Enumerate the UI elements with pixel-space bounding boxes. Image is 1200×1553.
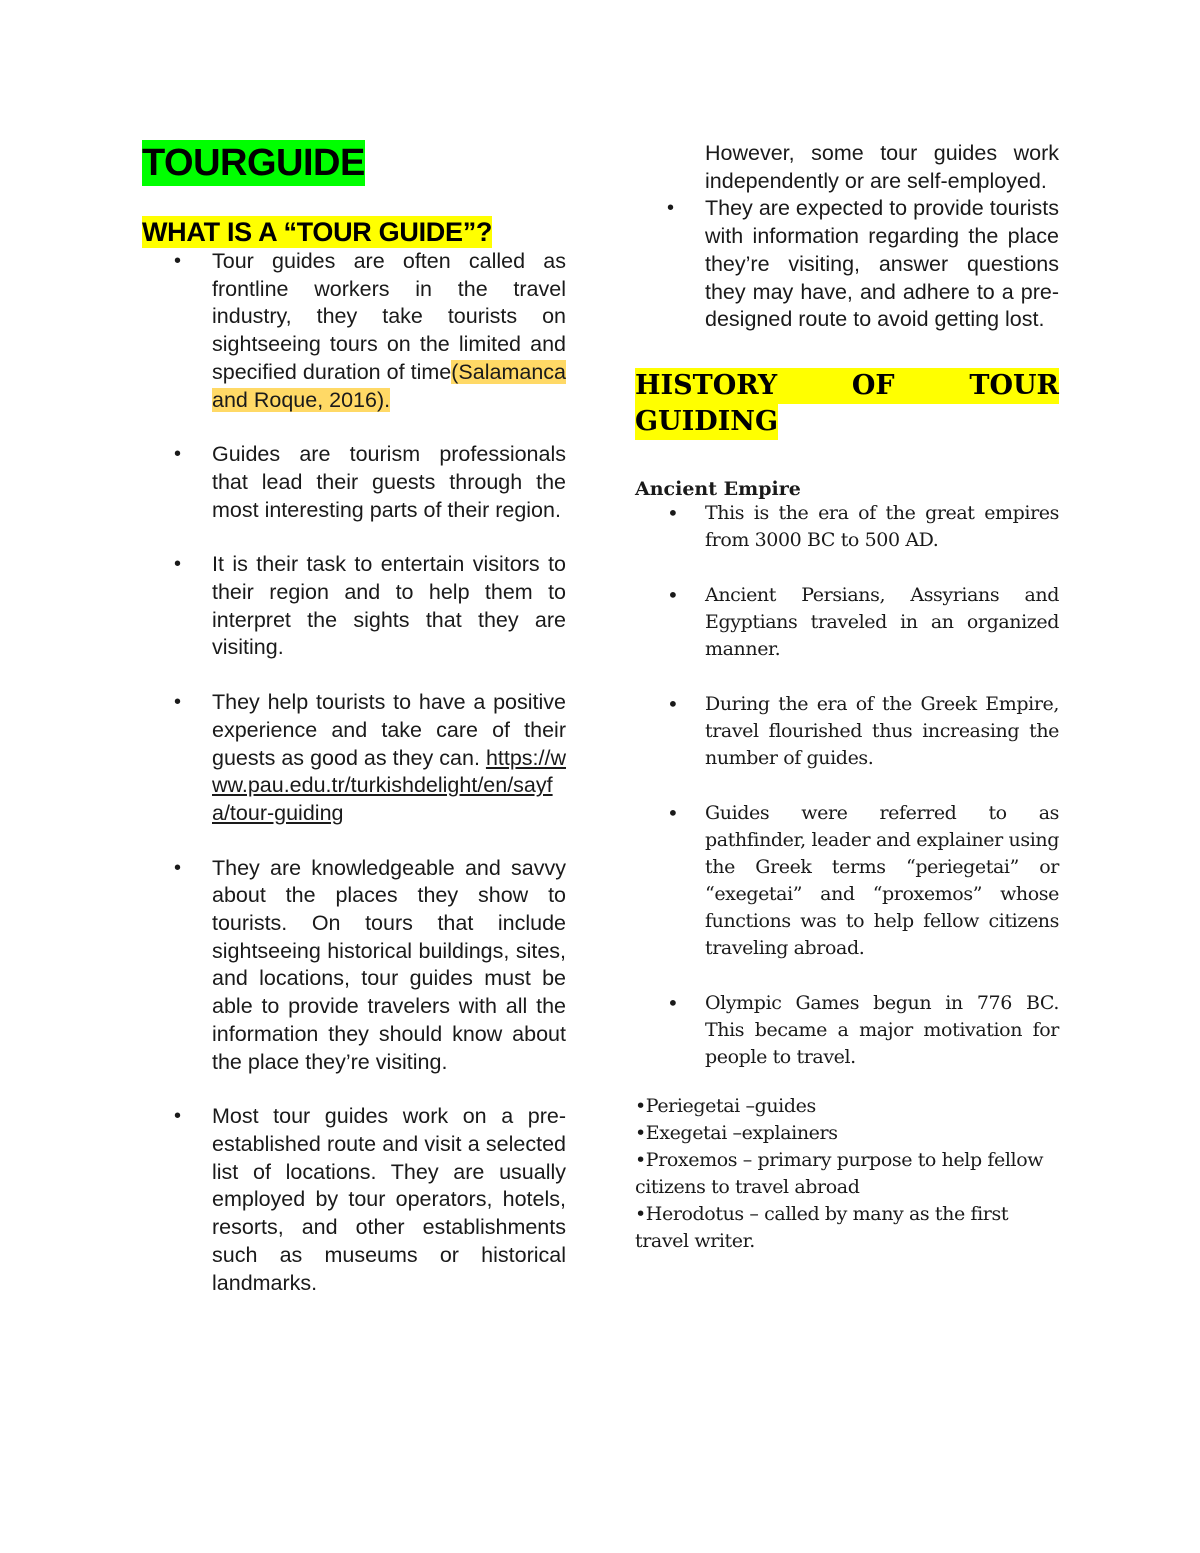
continuation-paragraph: However, some tour guides work independently or are self-employed. [705,141,1059,193]
list-item [142,1103,566,1297]
note-line: •Exegetai –explainers [635,1121,838,1144]
citation: (Salamanca and Roque, 2016). [212,359,566,412]
list-item [635,691,1059,772]
list-item-text: It is their task to entertain visitors to their region and to help them to interpret the sights that they are visiting. [212,552,566,660]
history-heading-word: HISTORY [635,369,778,401]
source-link[interactable]: https://www.pau.edu.tr/turkishdelight/en/sayfa/tour-guiding [212,745,566,825]
note-line: •Herodotus – called by many as the first travel writer. [635,1202,1009,1252]
list-item-text: Guides are tourism professionals that lead their guests through the most interesting parts of their region. [212,442,566,522]
left-column [142,140,566,1324]
list-item-text: Tour guides are often called as frontline workers in the travel industry, they take tourists on sightseeing tours on the limited and specified duration of time [212,249,566,384]
list-item [142,551,566,662]
list-item-text: Most tour guides work on a pre-established route and visit a selected list of locations. They are usually employed by tour operators, hotels, resorts, and other establishments such as museums or historical landmarks. [212,1104,566,1295]
list-item-text: They are expected to provide tourists with information regarding the place they’re visiting, answer questions they may have, and adhere to a pre-designed route to avoid getting lost. [705,196,1059,332]
list-item [635,582,1059,663]
bullet-icon: • [667,800,679,825]
list-item-text: This is the era of the great empires from 3000 BC to 500 AD. [705,501,1059,551]
list-item [635,990,1059,1071]
bullet-icon: • [667,990,679,1015]
history-heading-word: GUIDING [635,404,778,440]
bullet-icon: • [174,691,182,714]
history-heading [635,368,1059,440]
definition-list [142,248,566,1297]
list-item-text: Olympic Games begun in 776 BC. This became a major motivation for people to travel. [705,991,1059,1068]
note-line: •Periegetai –guides [635,1094,816,1117]
list-item-text: Ancient Persians, Assyrians and Egyptians traveled in an organized manner. [705,583,1059,660]
list-item-text: They are knowledgeable and savvy about the places they show to tourists. On tours that include sightseeing historical buildings, sites, and locations, tour guides must be able to provide travelers with all the information they should know about the place they’re visiting. [212,855,566,1074]
bullet-icon: • [174,856,182,879]
list-item-text: They help tourists to have a positive experience and take care of their guests as good as they can. [212,690,566,770]
bullet-icon: • [174,553,182,576]
list-item-text: Guides were referred to as pathfinder, leader and explainer using the Greek terms “periegetai” or “exegetai” and “proxemos” whose functions was to help fellow citizens traveling abroad. [705,801,1059,959]
era-title: Ancient Empire [635,477,801,500]
bullet-icon: • [174,250,182,272]
list-item [142,248,566,414]
list-item [635,800,1059,962]
era-list [635,500,1059,1071]
list-item [635,500,1059,554]
glossary-notes [635,1093,1059,1255]
right-column [635,140,1059,1255]
history-heading-word: TOUR [969,369,1059,401]
list-item [142,689,566,828]
list-item [142,441,566,524]
bullet-icon: • [667,500,679,525]
note-line: •Proxemos – primary purpose to help fellow citizens to travel abroad [635,1148,1044,1198]
bullet-icon: • [174,1105,182,1128]
bullet-icon: • [174,443,182,466]
bullet-icon: • [667,691,679,716]
list-item [635,195,1059,334]
bullet-icon: • [667,582,679,607]
expectation-list [635,195,1059,334]
bullet-icon: • [667,197,675,220]
history-heading-word: OF [851,369,895,401]
page-title: TOURGUIDE [142,142,365,184]
list-item [142,855,566,1077]
section-subtitle: WHAT IS A “TOUR GUIDE”? [142,217,493,247]
list-item-text: During the era of the Greek Empire, travel flourished thus increasing the number of guides. [705,692,1059,769]
